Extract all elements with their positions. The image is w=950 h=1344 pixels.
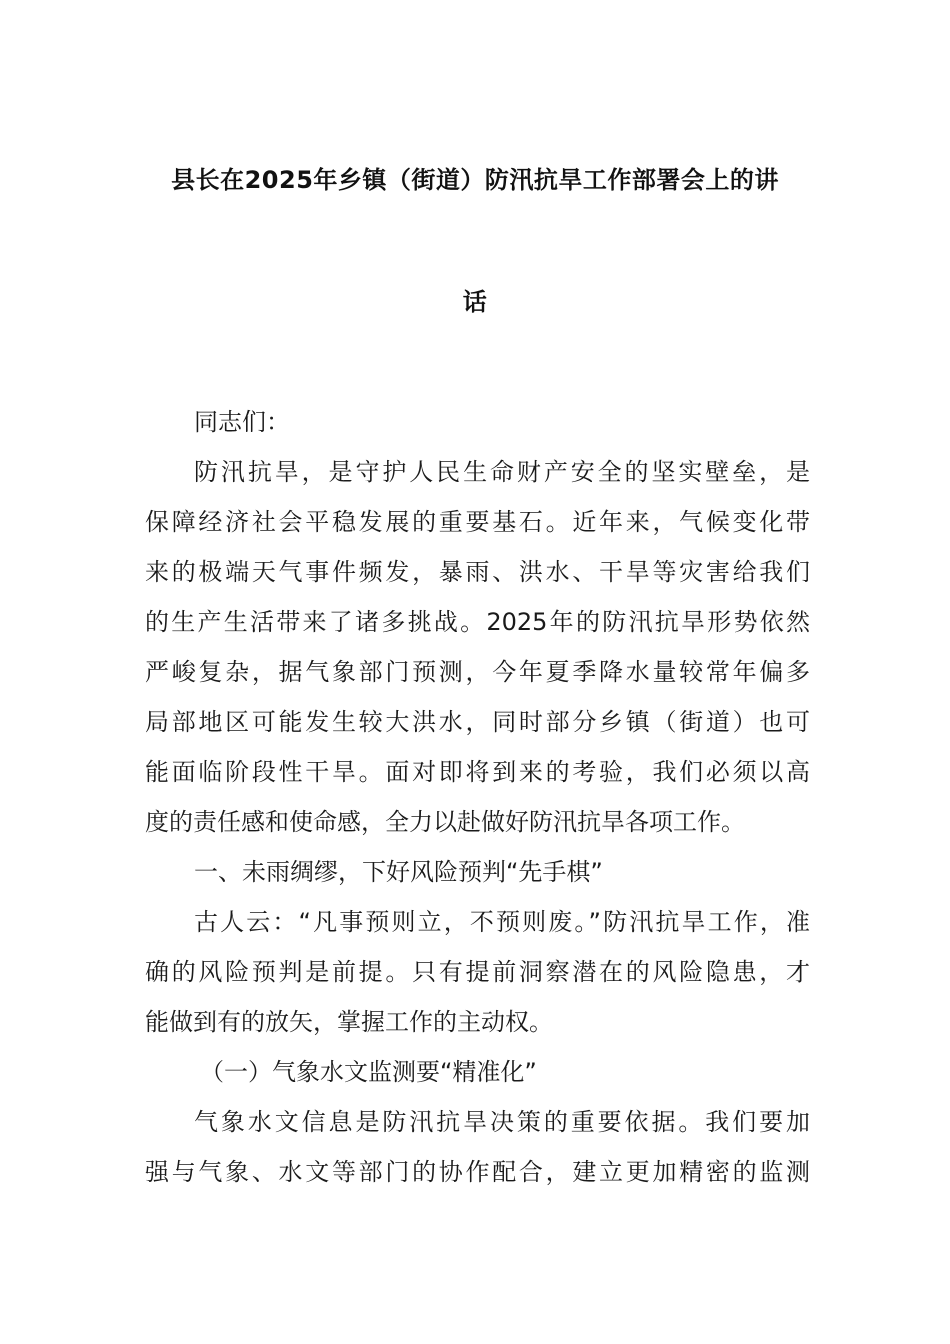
paragraph-line: 古人云：“凡事预则立，不预则废。”防汛抗旱工作，准 [194,908,810,936]
paragraph-line: 能面临阶段性干旱。面对即将到来的考验，我们必须以高 [145,758,810,786]
document-title-line-1: 县长在2025年乡镇（街道）防汛抗旱工作部署会上的讲 [171,166,779,194]
subsection-heading: （一）气象水文监测要“精准化” [200,1058,537,1086]
paragraph-line: 能做到有的放矢，掌握工作的主动权。 [145,1008,553,1036]
section-heading: 一、未雨绸缪，下好风险预判“先手棋” [194,858,603,886]
paragraph-line: 来的极端天气事件频发，暴雨、洪水、干旱等灾害给我们 [145,558,810,586]
paragraph-line: 保障经济社会平稳发展的重要基石。近年来，气候变化带 [145,508,810,536]
paragraph-line: 确的风险预判是前提。只有提前洞察潜在的风险隐患，才 [145,958,810,986]
paragraph-line: 局部地区可能发生较大洪水，同时部分乡镇（街道）也可 [145,708,810,736]
paragraph-line: 气象水文信息是防汛抗旱决策的重要依据。我们要加 [194,1108,810,1136]
paragraph-line: 度的责任感和使命感，全力以赴做好防汛抗旱各项工作。 [145,808,745,836]
document-title-line-2: 话 [462,288,488,316]
paragraph-line: 防汛抗旱，是守护人民生命财产安全的坚实壁垒，是 [194,458,810,486]
paragraph-line: 严峻复杂，据气象部门预测，今年夏季降水量较常年偏多 [145,658,810,686]
salutation: 同志们： [194,408,290,436]
paragraph-line: 强与气象、水文等部门的协作配合，建立更加精密的监测 [145,1158,810,1186]
paragraph-line: 的生产生活带来了诸多挑战。2025年的防汛抗旱形势依然 [145,608,810,636]
